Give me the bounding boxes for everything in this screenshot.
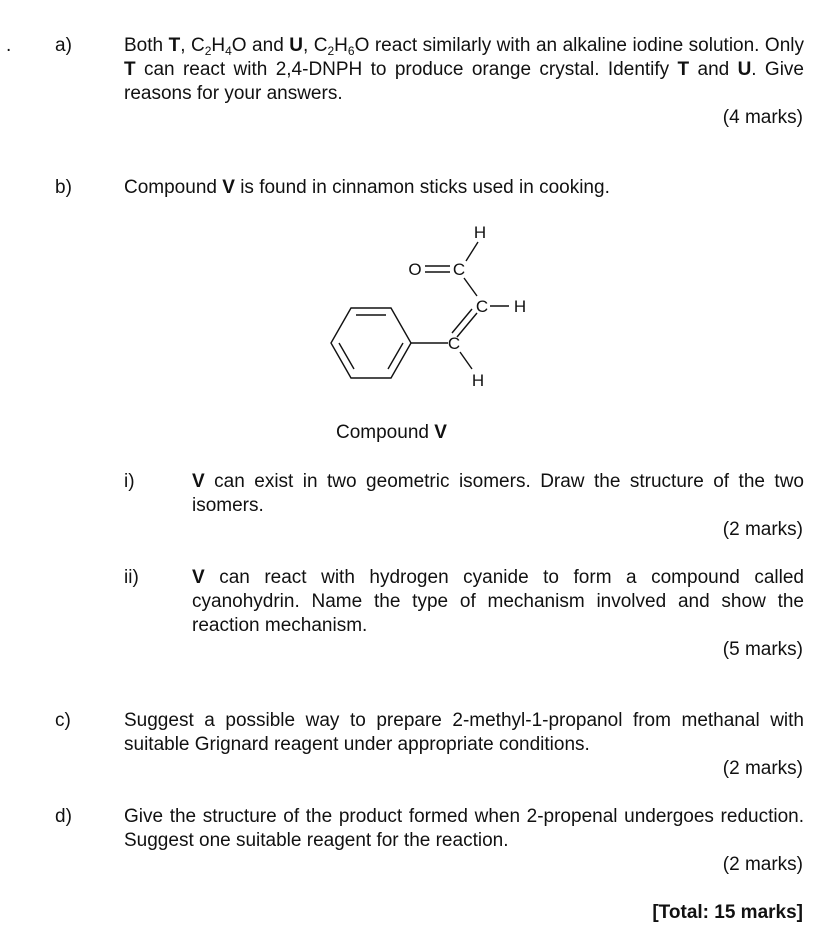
question-a-label: a) — [55, 35, 72, 56]
atom-hydrogen-beta: H — [471, 371, 485, 390]
question-b-label: b) — [55, 177, 72, 198]
atom-carbon-carbonyl: C — [452, 260, 466, 279]
question-b-ii-label: ii) — [124, 567, 139, 588]
atom-hydrogen-alpha: H — [513, 297, 527, 316]
question-b-intro: Compound V is found in cinnamon sticks used in cooking. — [124, 177, 610, 198]
question-d-text: Give the structure of the product formed when 2-propenal undergoes reduction. Suggest one suitable reagent for the reaction. — [124, 806, 804, 851]
atom-carbon-alpha: C — [475, 297, 489, 316]
alkene-bond — [452, 309, 472, 333]
atom-carbon-beta: C — [447, 334, 461, 353]
question-c-marks: (2 marks) — [722, 758, 803, 779]
question-a-text: Both T, $C_2H_4O$ and U, $C_2H_6O$ react similarly with an alkaline iodine solution. Only T can react with 2,4-DNPH to produce orange crystal. Identify T and U. Give reasons for your answers. — [124, 35, 805, 104]
question-c-label: c) — [55, 710, 71, 731]
total-marks: [Total: 15 marks] — [652, 902, 803, 923]
question-d-marks: (2 marks) — [722, 854, 803, 875]
c-c-bond — [464, 278, 477, 296]
atom-oxygen: O — [408, 260, 422, 279]
compound-v-structure — [320, 215, 560, 400]
question-b-i-label: i) — [124, 471, 135, 492]
compound-v-caption: Compound V — [336, 422, 447, 443]
benzene-ring — [331, 308, 411, 378]
question-b-ii-marks: (5 marks) — [722, 639, 803, 660]
question-b-ii-text: V can react with hydrogen cyanide to form a compound called cyanohydrin. Name the type of mechanism involved and show the reaction mechanism. — [192, 567, 804, 636]
question-c-text: Suggest a possible way to prepare 2-methyl-1-propanol from methanal with suitable Grignard reagent under appropriate conditions. — [124, 710, 804, 755]
question-a-marks: (4 marks) — [722, 107, 803, 128]
question-d-label: d) — [55, 806, 72, 827]
benzene-inner-bond — [388, 343, 403, 369]
benzene-inner-bond — [339, 343, 354, 369]
c-h-bond — [466, 242, 478, 261]
c-h-bond — [460, 352, 472, 369]
atom-hydrogen-aldehyde: H — [473, 223, 487, 242]
margin-mark: . — [6, 35, 12, 56]
question-b-i-text: V can exist in two geometric isomers. Draw the structure of the two isomers. — [192, 471, 804, 516]
question-b-i-marks: (2 marks) — [722, 519, 803, 540]
